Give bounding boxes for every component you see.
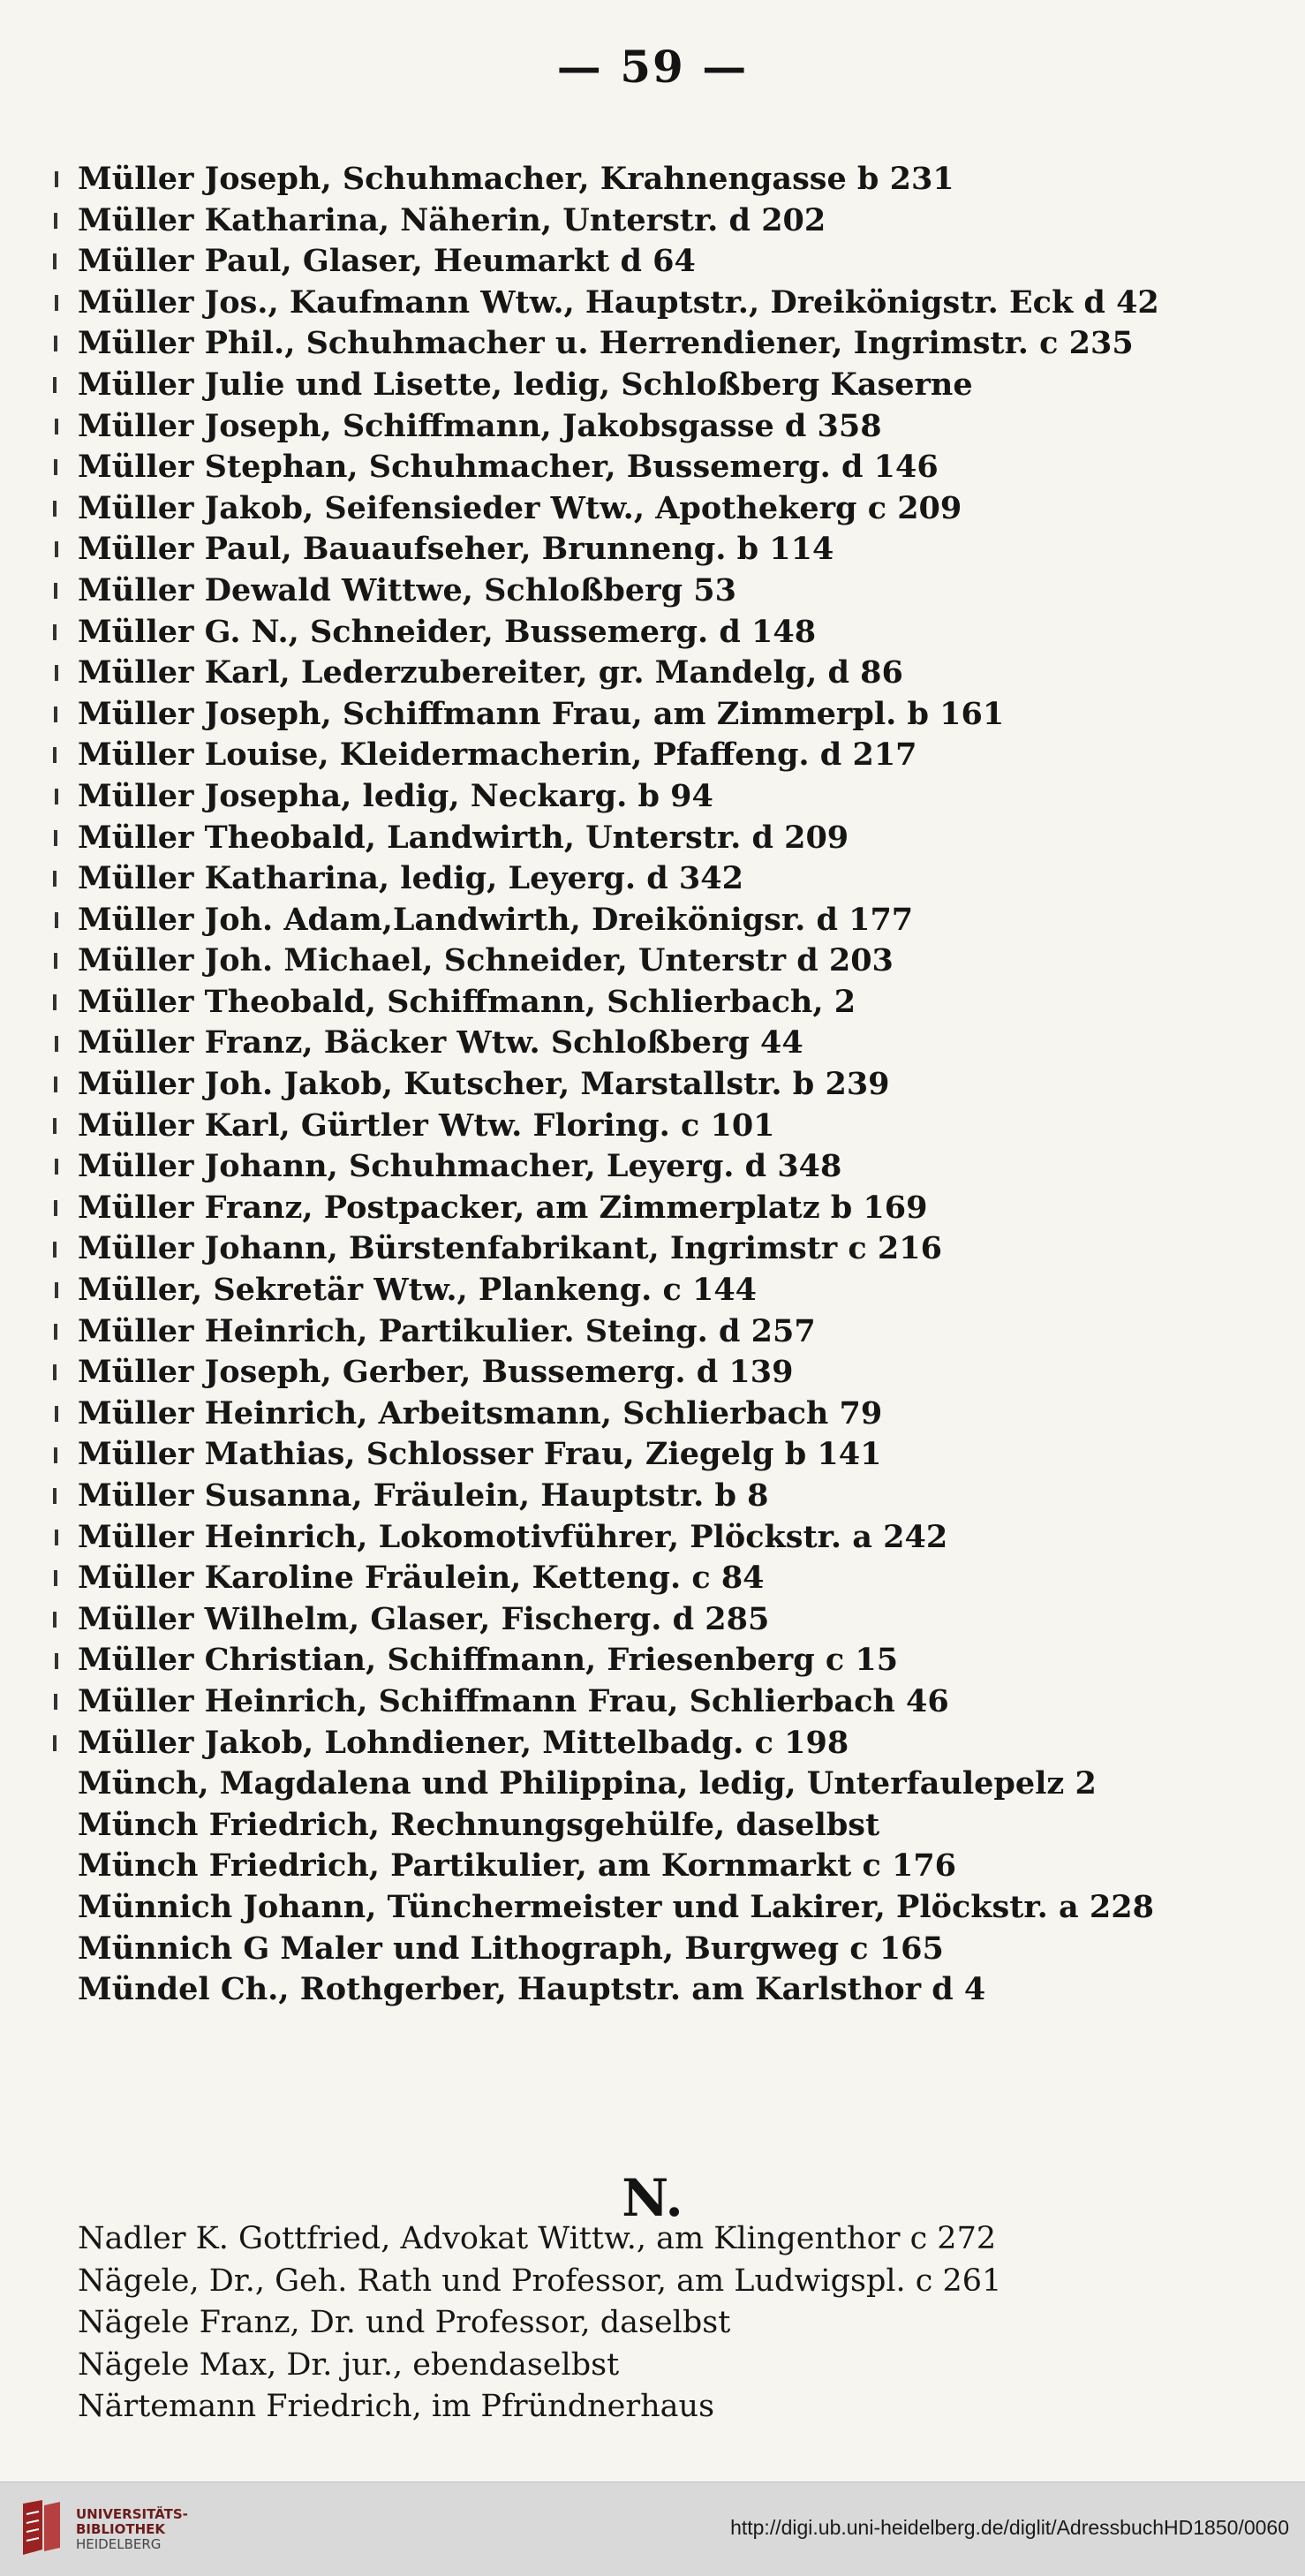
binding-mark — [53, 871, 57, 887]
directory-entry: Nadler K. Gottfried, Advokat Wittw., am Klingenthor c 272 — [78, 2221, 997, 2256]
binding-mark — [54, 213, 57, 229]
directory-entry: Müller Wilhelm, Glaser, Fischerg. d 285 — [78, 1600, 770, 1637]
directory-entry: Müller Paul, Bauaufseher, Brunneng. b 114 — [78, 531, 834, 568]
binding-mark — [53, 624, 57, 640]
directory-entry: Müller Katharina, ledig, Leyerg. d 342 — [78, 860, 743, 897]
directory-entry: Müller Louise, Kleidermacherin, Pfaffeng. d 217 — [78, 737, 917, 774]
letter-heading: N. — [622, 2168, 683, 2228]
binding-mark — [54, 830, 57, 846]
binding-mark — [55, 1159, 58, 1175]
binding-mark — [55, 1406, 58, 1422]
directory-entry: Müller Josepha, ledig, Neckarg. b 94 — [78, 777, 713, 814]
directory-entry: Münnich G Maler und Lithograph, Burgweg c 165 — [78, 1930, 944, 1967]
directory-entry: Nägele Max, Dr. jur., ebendaselbst — [78, 2346, 620, 2383]
directory-entry: Nägele Franz, Dr. und Professor, daselbst — [78, 2305, 731, 2340]
page-number: — 59 — — [556, 41, 749, 93]
binding-mark — [55, 171, 58, 187]
binding-mark — [54, 1447, 57, 1463]
binding-mark — [54, 1076, 57, 1092]
directory-entry: Müller Karl, Lederzubereiter, gr. Mandelg, d 86 — [78, 654, 903, 691]
directory-entry: Müller Christian, Schiffmann, Friesenberg c 15 — [78, 1642, 899, 1679]
binding-mark — [54, 1570, 57, 1586]
directory-entry: Närtemann Friedrich, im Pfründnerhaus — [78, 2389, 715, 2424]
directory-entry: Müller Dewald Wittwe, Schloßberg 53 — [78, 571, 736, 608]
binding-mark — [54, 459, 57, 475]
binding-mark — [54, 1694, 57, 1710]
binding-mark — [55, 419, 58, 434]
binding-mark — [54, 1324, 57, 1340]
directory-entry: Müller Heinrich, Lokomotivführer, Plöckstr. a 242 — [78, 1518, 948, 1555]
directory-entry: Müller Julie und Lisette, ledig, Schloßberg Kaserne — [78, 366, 973, 403]
binding-mark — [53, 501, 57, 517]
directory-entry: Münch Friedrich, Partikulier, am Kornmarkt c 176 — [78, 1847, 957, 1885]
binding-mark — [53, 1612, 57, 1628]
entry-list-n — [78, 2218, 1279, 2429]
binding-mark — [55, 1530, 58, 1545]
binding-mark — [53, 377, 57, 393]
directory-entry: Müller Johann, Bürstenfabrikant, Ingrimstr c 216 — [78, 1230, 942, 1267]
margin-binding-marks — [0, 159, 62, 1837]
directory-entry: Müller Theobald, Schiffmann, Schlierbach, 2 — [78, 983, 856, 1020]
binding-mark — [53, 1735, 57, 1751]
directory-entry: Müller Franz, Bäcker Wtw. Schloßberg 44 — [78, 1024, 803, 1061]
binding-mark — [53, 747, 57, 763]
binding-mark — [53, 1242, 57, 1258]
directory-entry: Müller Paul, Glaser, Heumarkt d 64 — [78, 243, 696, 280]
binding-mark — [55, 912, 58, 928]
directory-entry: Müller Joh. Jakob, Kutscher, Marstallstr. b 239 — [78, 1066, 890, 1103]
directory-entry: Mündel Ch., Rothgerber, Hauptstr. am Karlsthor d 4 — [78, 1971, 986, 2008]
binding-mark — [54, 1200, 57, 1216]
directory-entry: Müller Stephan, Schuhmacher, Bussemerg. d 146 — [78, 449, 939, 486]
directory-entry: Müller Joh. Michael, Schneider, Unterstr d 203 — [78, 942, 894, 979]
binding-mark — [55, 789, 58, 805]
binding-mark — [54, 953, 57, 969]
entry-list-m — [78, 159, 1279, 2011]
directory-entry: Müller Jos., Kaufmann Wtw., Hauptstr., Dreikönigstr. Eck d 42 — [78, 283, 1159, 321]
university-library-logo-icon — [16, 2497, 65, 2560]
binding-mark — [54, 583, 57, 599]
binding-mark — [54, 336, 57, 351]
footer-bar — [0, 2482, 1305, 2576]
binding-mark — [54, 706, 57, 722]
directory-entry: Münch Friedrich, Rechnungsgehülfe, daselbst — [78, 1806, 880, 1843]
directory-entry: Müller Heinrich, Arbeitsmann, Schlierbach 79 — [78, 1394, 883, 1432]
directory-entry: Münnich Johann, Tünchermeister und Lakirer, Plöckstr. a 228 — [78, 1888, 1154, 1925]
directory-entry: Müller Karoline Fräulein, Ketteng. c 84 — [78, 1560, 765, 1597]
directory-entry: Nägele, Dr., Geh. Rath und Professor, am Ludwigspl. c 261 — [78, 2262, 1002, 2299]
directory-entry: Müller Heinrich, Partikulier. Steing. d 257 — [78, 1312, 816, 1349]
binding-mark — [55, 1653, 58, 1669]
directory-entry: Müller Johann, Schuhmacher, Leyerg. d 348 — [78, 1148, 842, 1185]
directory-entry: Münch, Magdalena und Philippina, ledig, Unterfaulepelz 2 — [78, 1765, 1097, 1802]
binding-mark — [53, 1364, 57, 1380]
binding-mark — [55, 1036, 58, 1052]
directory-entry: Müller Mathias, Schlosser Frau, Ziegelg b 141 — [78, 1436, 882, 1473]
directory-entry: Müller Karl, Gürtler Wtw. Floring. c 101 — [78, 1107, 775, 1144]
directory-entry: Müller Jakob, Seifensieder Wtw., Apothekerg c 209 — [78, 489, 962, 526]
directory-entry: Müller Joseph, Schiffmann, Jakobsgasse d 358 — [78, 407, 882, 444]
binding-mark — [55, 665, 58, 681]
directory-entry: Müller Franz, Postpacker, am Zimmerplatz b 169 — [78, 1189, 928, 1226]
directory-entry: Müller Katharina, Näherin, Unterstr. d 202 — [78, 201, 826, 238]
binding-mark — [55, 541, 58, 557]
source-url-link[interactable]: http://digi.ub.uni-heidelberg.de/diglit/AdressbuchHD1850/0060 — [730, 2516, 1289, 2539]
directory-entry: Müller Heinrich, Schiffmann Frau, Schlierbach 46 — [78, 1682, 949, 1719]
binding-mark — [53, 994, 57, 1010]
directory-entry: Müller Susanna, Fräulein, Hauptstr. b 8 — [78, 1477, 769, 1514]
binding-mark — [55, 1282, 58, 1298]
library-name-line-2: BIBLIOTHEK — [76, 2521, 165, 2537]
library-name-line-3: HEIDELBERG — [76, 2536, 162, 2552]
directory-entry: Müller Joseph, Schiffmann Frau, am Zimmerpl. b 161 — [78, 695, 1005, 732]
library-name — [76, 2507, 188, 2552]
directory-entry: Müller Joh. Adam,Landwirth, Dreikönigsr. d 177 — [78, 901, 914, 938]
directory-entry: Müller Theobald, Landwirth, Unterstr. d 209 — [78, 819, 849, 856]
binding-mark — [53, 1488, 57, 1504]
binding-mark — [53, 253, 57, 269]
binding-mark — [53, 1118, 57, 1134]
directory-entry: Müller Joseph, Gerber, Bussemerg. d 139 — [78, 1354, 794, 1391]
directory-entry: Müller, Sekretär Wtw., Plankeng. c 144 — [78, 1272, 758, 1309]
directory-entry: Müller G. N., Schneider, Bussemerg. d 148 — [78, 613, 817, 650]
directory-entry: Müller Jakob, Lohndiener, Mittelbadg. c 198 — [78, 1724, 849, 1761]
binding-mark — [55, 295, 58, 311]
directory-entry: Müller Joseph, Schuhmacher, Krahnengasse b 231 — [78, 161, 954, 197]
directory-entry: Müller Phil., Schuhmacher u. Herrendiener, Ingrimstr. c 235 — [78, 325, 1134, 362]
library-name-line-1: UNIVERSITÄTS- — [76, 2506, 188, 2522]
